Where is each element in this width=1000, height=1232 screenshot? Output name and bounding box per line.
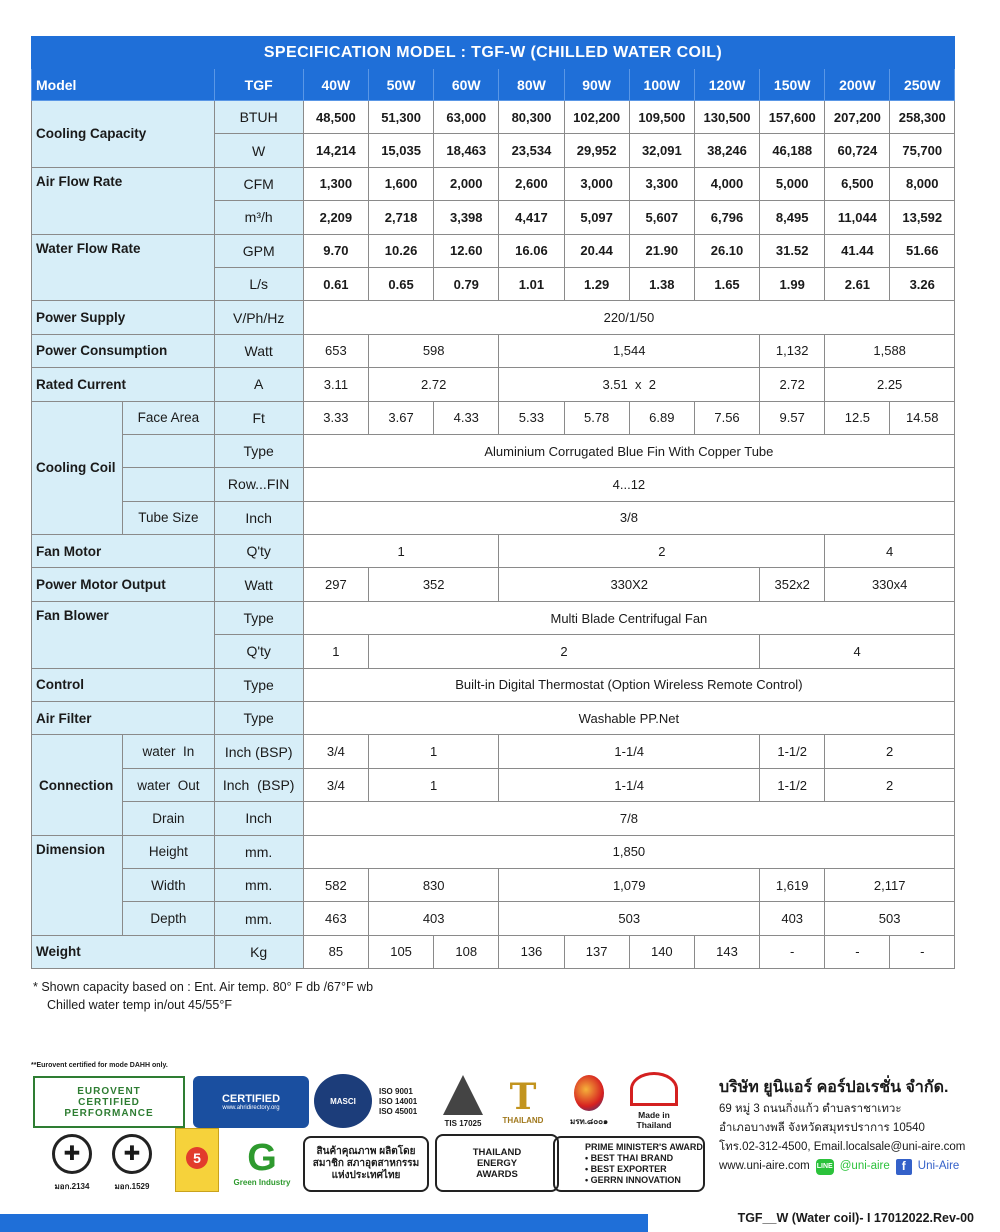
model-header: 50W [368,69,433,101]
thailand-quality-logo [491,1070,555,1132]
value-cell: 653 [303,334,368,367]
value-cell: 2.61 [825,267,890,300]
value-cell: 4,000 [694,167,759,200]
value-cell: 2 [368,635,759,668]
value-cell: 1.99 [760,267,825,300]
row-label-fan-motor: Fan Motor [32,535,215,568]
value-cell: Aluminium Corrugated Blue Fin With Copper Tube [303,434,954,467]
row-label-cooling-capacity: Cooling Capacity [32,101,215,168]
model-header: 80W [499,69,564,101]
value-cell: - [825,935,890,968]
row-label-power-supply: Power Supply [32,301,215,334]
value-cell: 2,209 [303,201,368,234]
pm-award-item: • BEST EXPORTER [585,1164,667,1174]
model-header: 40W [303,69,368,101]
value-cell: 26.10 [694,234,759,267]
value-cell: 403 [368,902,498,935]
table-row [32,768,955,801]
value-cell: 1 [368,768,498,801]
sub-label-height: Height [123,835,214,868]
model-row [32,69,955,101]
table-row [32,668,955,701]
unit-cell: Type [214,434,303,467]
row-label-dimension: Dimension [32,835,123,935]
row-label-water-flow: Water Flow Rate [32,234,215,301]
value-cell: 157,600 [760,101,825,134]
tisi-mark-1 [45,1132,99,1194]
bottom-accent-bar [0,1214,648,1232]
mrt-logo [561,1070,617,1132]
value-cell: 41.44 [825,234,890,267]
tisi-mark-2 [105,1132,159,1194]
model-header: 60W [434,69,499,101]
value-cell: 18,463 [434,134,499,167]
unit-cell: Watt [214,334,303,367]
unit-cell: L/s [214,267,303,300]
unit-cell: CFM [214,167,303,200]
footnote-line-2: Chilled water temp in/out 45/55°F [47,998,232,1012]
value-cell: 1-1/4 [499,768,760,801]
value-cell: 1.29 [564,267,629,300]
value-cell: 14,214 [303,134,368,167]
unit-cell: Q'ty [214,535,303,568]
value-cell: 38,246 [694,134,759,167]
value-cell: 1,619 [760,868,825,901]
sub-label-drain: Drain [123,802,214,835]
row-label-cooling-coil: Cooling Coil [32,401,123,535]
value-cell: 0.65 [368,267,433,300]
unit-cell: A [214,368,303,401]
value-cell: 352 [368,568,498,601]
value-cell: 330X2 [499,568,760,601]
energy-award-text-2: ENERGY [476,1157,518,1169]
value-cell: 15,035 [368,134,433,167]
iso-45001: ISO 45001 [379,1107,418,1116]
value-cell: 3/4 [303,768,368,801]
unit-cell: Inch [214,501,303,534]
value-cell: 23,534 [499,134,564,167]
series-label: TGF [214,69,303,101]
value-cell: Washable PP.Net [303,702,954,735]
table-row [32,802,955,835]
facebook-link[interactable]: Uni-Aire [917,1160,960,1172]
value-cell: 105 [368,935,433,968]
green-industry-text: Green Industry [233,1177,291,1187]
unit-cell: GPM [214,234,303,267]
label-number-icon: 5 [186,1147,208,1169]
value-cell: 330x4 [825,568,955,601]
energy-award-text-1: THAILAND [472,1146,522,1158]
value-cell: 31.52 [760,234,825,267]
value-cell: 12.5 [825,401,890,434]
value-cell: 1 [303,635,368,668]
value-cell: 9.70 [303,234,368,267]
value-cell: 51,300 [368,101,433,134]
value-cell: 2.72 [760,368,825,401]
value-cell: 1,850 [303,835,954,868]
value-cell: 6.89 [629,401,694,434]
value-cell: 5,097 [564,201,629,234]
value-cell: 11,044 [825,201,890,234]
value-cell: 4.33 [434,401,499,434]
mok-1529-text: มอก.1529 [114,1181,150,1191]
value-cell: 2,600 [499,167,564,200]
value-cell: 8,495 [760,201,825,234]
website-link[interactable]: www.uni-aire.com [719,1160,810,1172]
value-cell: 503 [499,902,760,935]
value-cell: 297 [303,568,368,601]
value-cell: 582 [303,868,368,901]
unit-cell: BTUH [214,101,303,134]
table-row [32,434,955,467]
model-header: 250W [890,69,955,101]
value-cell: 1,600 [368,167,433,200]
energy-label-5 [175,1128,219,1192]
pm-award-item: • GERRN INNOVATION [585,1175,681,1185]
eurovent-text-3: PERFORMANCE [64,1107,154,1119]
sub-label-depth: Depth [123,902,214,935]
value-cell: 6,796 [694,201,759,234]
tisi-icon: ✚ [52,1134,92,1174]
value-cell: 1,588 [825,334,955,367]
value-cell: 3/4 [303,735,368,768]
unit-cell: m³/h [214,201,303,234]
value-cell: 3,000 [564,167,629,200]
unit-cell: W [214,134,303,167]
unit-cell: Ft [214,401,303,434]
row-label-control: Control [32,668,215,701]
unit-cell: Inch (BSP) [214,735,303,768]
table-row [32,401,955,434]
value-cell: 5,000 [760,167,825,200]
mrt-mark-icon [574,1075,604,1111]
table-row [32,902,955,935]
unit-cell: Kg [214,935,303,968]
table-row [32,167,955,200]
table-row [32,234,955,267]
table-row [32,501,955,534]
row-label-weight: Weight [32,935,215,968]
eurovent-text-1: EUROVENT [77,1085,141,1097]
value-cell: 1,079 [499,868,760,901]
unit-cell: Inch (BSP) [214,768,303,801]
table-row [32,334,955,367]
value-cell: 20.44 [564,234,629,267]
value-cell: 9.57 [760,401,825,434]
value-cell: 4 [760,635,955,668]
table-row [32,702,955,735]
sub-label-empty [123,434,214,467]
value-cell: 80,300 [499,101,564,134]
value-cell: 109,500 [629,101,694,134]
company-name: บริษัท ยูนิแอร์ คอร์ปอเรชั่น จำกัด. [719,1079,949,1096]
value-cell: 51.66 [890,234,955,267]
made-in-thailand-text: Made in Thailand [636,1110,672,1130]
value-cell: 140 [629,935,694,968]
table-row [32,468,955,501]
value-cell: 4 [825,535,955,568]
table-row [32,301,955,334]
value-cell: 463 [303,902,368,935]
iso-list [379,1082,435,1122]
sub-label-face-area: Face Area [123,401,214,434]
unit-cell: Type [214,668,303,701]
value-cell: 32,091 [629,134,694,167]
value-cell: 503 [825,902,955,935]
line-icon: LINE [816,1159,834,1175]
masci-text: MASCI [330,1096,356,1106]
value-cell: 598 [368,334,498,367]
value-cell: 3,398 [434,201,499,234]
energy-award-text-3: AWARDS [476,1168,518,1180]
thailand-quality-text: THAILAND [502,1115,544,1125]
value-cell: 85 [303,935,368,968]
tis-text: TIS 17025 [444,1118,482,1128]
table-title: SPECIFICATION MODEL : TGF-W (CHILLED WATER COIL) [32,37,955,69]
value-cell: 2 [825,768,955,801]
t-mark-icon: T [509,1075,537,1118]
facebook-icon: f [896,1159,912,1175]
value-cell: 1,300 [303,167,368,200]
eurovent-logo [33,1076,185,1128]
triangle-icon [443,1075,483,1115]
sub-label-water-in: water In [123,735,214,768]
value-cell: 2,117 [825,868,955,901]
model-header: 100W [629,69,694,101]
fti-quality-text: สินค้าคุณภาพ ผลิตโดยสมาชิก สภาอุตสาหกรรม แห่งประเทศไทย [312,1146,420,1181]
tisi-icon: ✚ [112,1134,152,1174]
sub-label-tube-size: Tube Size [123,501,214,534]
value-cell: 830 [368,868,498,901]
sub-label-empty [123,468,214,501]
value-cell: 220/1/50 [303,301,954,334]
table-row [32,601,955,634]
model-header: 120W [694,69,759,101]
prime-minister-award-badge [553,1136,705,1192]
value-cell: 137 [564,935,629,968]
value-cell: 207,200 [825,101,890,134]
unit-cell: mm. [214,835,303,868]
value-cell: 13,592 [890,201,955,234]
sub-label-water-out: water Out [123,768,214,801]
fti-quality-badge [303,1136,429,1192]
value-cell: 130,500 [694,101,759,134]
table-row [32,568,955,601]
footnote [33,978,373,1014]
value-cell: 1,132 [760,334,825,367]
value-cell: 5.33 [499,401,564,434]
value-cell: 2.72 [368,368,498,401]
value-cell: 21.90 [629,234,694,267]
value-cell: 2.25 [825,368,955,401]
row-label-fan-blower: Fan Blower [32,601,215,668]
value-cell: 5.78 [564,401,629,434]
value-cell: 3.33 [303,401,368,434]
unit-cell: Type [214,601,303,634]
ahri-certified-logo [193,1076,309,1128]
value-cell: 352x2 [760,568,825,601]
unit-cell: V/Ph/Hz [214,301,303,334]
model-header: 200W [825,69,890,101]
value-cell: 1,544 [499,334,760,367]
pm-award-item: • BEST THAI BRAND [585,1153,674,1163]
value-cell: 75,700 [890,134,955,167]
company-info [719,1076,979,1176]
masci-logo [314,1074,372,1128]
value-cell: 46,188 [760,134,825,167]
unit-cell: Q'ty [214,635,303,668]
document-code: TGF__W (Water coil)- I 17012022.Rev-00 [737,1211,974,1225]
value-cell: 2,000 [434,167,499,200]
unit-cell: Watt [214,568,303,601]
row-label-air-filter: Air Filter [32,702,215,735]
value-cell: 48,500 [303,101,368,134]
value-cell: 1 [303,535,499,568]
value-cell: 108 [434,935,499,968]
value-cell: 1-1/4 [499,735,760,768]
row-label-connection: Connection [32,735,123,835]
value-cell: 136 [499,935,564,968]
value-cell: Multi Blade Centrifugal Fan [303,601,954,634]
value-cell: 3.11 [303,368,368,401]
table-row [32,368,955,401]
model-label: Model [32,69,215,101]
made-in-thailand-icon [630,1072,678,1106]
model-header: 90W [564,69,629,101]
value-cell: 1-1/2 [760,768,825,801]
value-cell: 3.26 [890,267,955,300]
mrt-text: มรท.๘๐๐๑ [569,1116,609,1126]
value-cell: 63,000 [434,101,499,134]
eurovent-text-2: CERTIFIED [78,1096,140,1108]
row-label-air-flow: Air Flow Rate [32,167,215,234]
unit-cell: mm. [214,902,303,935]
made-in-thailand-logo [621,1070,687,1132]
value-cell: 2 [825,735,955,768]
line-id-link[interactable]: @uni-aire [839,1160,890,1172]
row-label-power-motor-output: Power Motor Output [32,568,215,601]
value-cell: 8,000 [890,167,955,200]
value-cell: 4...12 [303,468,954,501]
table-row [32,835,955,868]
unit-cell: Type [214,702,303,735]
value-cell: 12.60 [434,234,499,267]
certification-footer [31,1062,976,1202]
value-cell: 4,417 [499,201,564,234]
value-cell: 0.79 [434,267,499,300]
row-label-power-consumption: Power Consumption [32,334,215,367]
value-cell: 5,607 [629,201,694,234]
company-address-2: อำเภอบางพลี จังหวัดสมุทรปราการ 10540 [719,1122,925,1134]
thailand-energy-awards-badge [435,1134,559,1192]
tis-logo [435,1070,491,1132]
sub-label-width: Width [123,868,214,901]
value-cell: 2 [499,535,825,568]
spec-table [31,36,955,969]
unit-cell: mm. [214,868,303,901]
value-cell: 3/8 [303,501,954,534]
value-cell: 258,300 [890,101,955,134]
value-cell: 102,200 [564,101,629,134]
value-cell: 60,724 [825,134,890,167]
mok-2134-text: มอก.2134 [54,1181,90,1191]
eurovent-note: **Eurovent certified for mode DAHH only. [31,1062,168,1069]
company-address-1: 69 หมู่ 3 ถนนกิ่งแก้ว ตำบลราชาเทวะ [719,1103,902,1115]
footnote-line-1: * Shown capacity based on : Ent. Air temp. 80° F db /67°F wb [33,980,374,994]
value-cell: - [890,935,955,968]
value-cell: 7.56 [694,401,759,434]
green-g-icon: G [247,1136,277,1179]
value-cell: 3,300 [629,167,694,200]
value-cell: 1.38 [629,267,694,300]
value-cell: 0.61 [303,267,368,300]
table-row [32,868,955,901]
row-label-rated-current: Rated Current [32,368,215,401]
value-cell: - [760,935,825,968]
ahri-text: CERTIFIED [221,1093,281,1105]
ahri-small-text: www.ahridirectory.org [222,1105,280,1111]
value-cell: 1 [368,735,498,768]
value-cell: 3.51 x 2 [499,368,760,401]
iso-14001: ISO 14001 [379,1097,418,1106]
value-cell: Built-in Digital Thermostat (Option Wireless Remote Control) [303,668,954,701]
value-cell: 1-1/2 [760,735,825,768]
table-row [32,735,955,768]
green-industry-logo [227,1132,297,1192]
table-row [32,935,955,968]
value-cell: 6,500 [825,167,890,200]
value-cell: 3.67 [368,401,433,434]
value-cell: 10.26 [368,234,433,267]
model-header: 150W [760,69,825,101]
table-row [32,101,955,134]
value-cell: 14.58 [890,401,955,434]
company-contact: โทร.02-312-4500, Email.localsale@uni-aire.com [719,1141,966,1153]
iso-9001: ISO 9001 [379,1087,413,1096]
value-cell: 403 [760,902,825,935]
table-row [32,535,955,568]
company-web-row [719,1157,979,1176]
pm-award-title: PRIME MINISTER'S AWARD [585,1142,703,1152]
value-cell: 7/8 [303,802,954,835]
value-cell: 2,718 [368,201,433,234]
value-cell: 16.06 [499,234,564,267]
unit-cell: Inch [214,802,303,835]
unit-cell: Row...FIN [214,468,303,501]
spec-table-wrapper [31,36,955,969]
value-cell: 1.01 [499,267,564,300]
value-cell: 29,952 [564,134,629,167]
value-cell: 143 [694,935,759,968]
value-cell: 1.65 [694,267,759,300]
